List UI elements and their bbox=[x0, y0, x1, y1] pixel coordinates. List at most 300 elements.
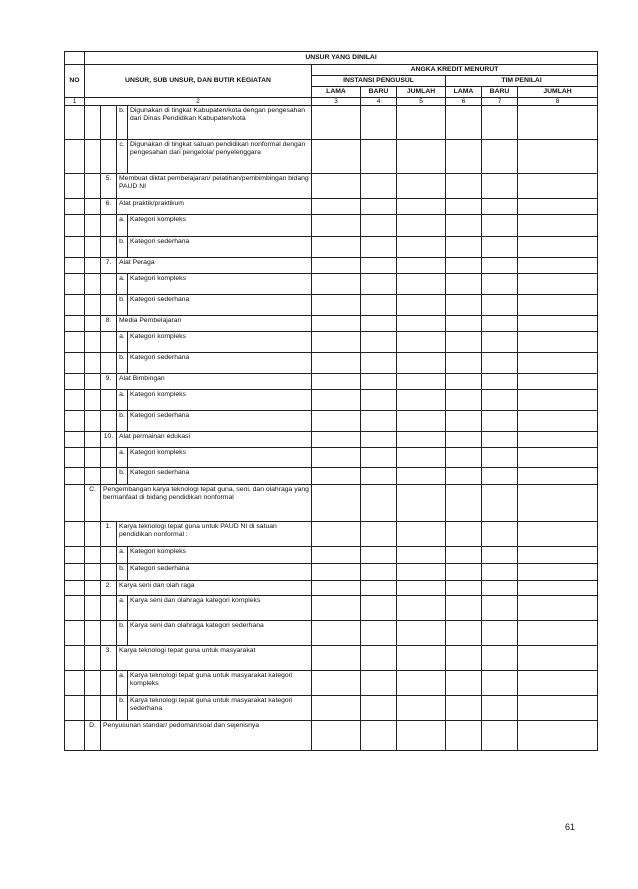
credit-cell bbox=[446, 390, 482, 411]
item-label: 5. bbox=[101, 174, 117, 199]
credit-cell bbox=[482, 485, 518, 522]
indent-cell bbox=[85, 696, 101, 721]
credit-cell bbox=[446, 564, 482, 581]
col-number: 7 bbox=[482, 98, 518, 106]
indent-cell bbox=[85, 140, 101, 174]
indent-cell bbox=[101, 411, 117, 432]
credit-cell bbox=[397, 106, 446, 140]
table-row bbox=[65, 215, 598, 237]
credit-cell bbox=[518, 332, 598, 353]
item-label: b. bbox=[117, 106, 128, 140]
credit-cell bbox=[518, 390, 598, 411]
credit-cell bbox=[446, 140, 482, 174]
credit-cell bbox=[482, 564, 518, 581]
table-row bbox=[65, 564, 598, 581]
credit-cell bbox=[397, 332, 446, 353]
credit-cell bbox=[312, 374, 361, 390]
indent-cell bbox=[85, 646, 101, 671]
item-text: Alat Peraga bbox=[117, 258, 312, 274]
credit-cell bbox=[482, 432, 518, 448]
credit-cell bbox=[482, 332, 518, 353]
credit-cell bbox=[518, 140, 598, 174]
table-row bbox=[65, 106, 598, 140]
credit-cell bbox=[397, 258, 446, 274]
indent-cell bbox=[85, 411, 101, 432]
indent-cell bbox=[101, 140, 117, 174]
col-number: 5 bbox=[397, 98, 446, 106]
item-label: 2. bbox=[101, 581, 117, 596]
no-cell bbox=[65, 448, 85, 468]
table-row bbox=[65, 468, 598, 485]
no-cell bbox=[65, 374, 85, 390]
credit-cell bbox=[312, 215, 361, 237]
credit-cell bbox=[518, 258, 598, 274]
credit-cell bbox=[482, 390, 518, 411]
no-cell bbox=[65, 295, 85, 316]
assessment-form bbox=[64, 51, 597, 751]
credit-cell bbox=[518, 581, 598, 596]
indent-cell bbox=[85, 564, 101, 581]
item-text: Karya seni dan olahraga kategori sederhana bbox=[128, 621, 312, 646]
indent-cell bbox=[101, 237, 117, 258]
credit-cell bbox=[518, 621, 598, 646]
credit-cell bbox=[446, 106, 482, 140]
item-label: a. bbox=[117, 547, 128, 564]
item-label: 3. bbox=[101, 646, 117, 671]
no-cell bbox=[65, 258, 85, 274]
no-cell bbox=[65, 646, 85, 671]
credit-cell bbox=[482, 596, 518, 621]
credit-cell bbox=[361, 374, 397, 390]
header-unsur: UNSUR, SUB UNSUR, DAN BUTIR KEGIATAN bbox=[85, 65, 312, 98]
credit-cell bbox=[312, 621, 361, 646]
credit-cell bbox=[361, 316, 397, 332]
item-text: Kategori kompleks bbox=[128, 547, 312, 564]
header-baru-2: BARU bbox=[482, 87, 518, 98]
col-number: 6 bbox=[446, 98, 482, 106]
credit-cell bbox=[482, 448, 518, 468]
item-label: 1. bbox=[101, 522, 117, 547]
credit-cell bbox=[518, 174, 598, 199]
credit-cell bbox=[361, 432, 397, 448]
credit-cell bbox=[312, 390, 361, 411]
credit-cell bbox=[397, 432, 446, 448]
credit-cell bbox=[446, 411, 482, 432]
indent-cell bbox=[85, 547, 101, 564]
credit-cell bbox=[482, 295, 518, 316]
credit-cell bbox=[482, 374, 518, 390]
credit-cell bbox=[361, 353, 397, 374]
credit-cell bbox=[312, 295, 361, 316]
credit-cell bbox=[446, 522, 482, 547]
indent-cell bbox=[85, 522, 101, 547]
credit-cell bbox=[518, 316, 598, 332]
credit-cell bbox=[397, 468, 446, 485]
credit-cell bbox=[446, 448, 482, 468]
credit-cell bbox=[397, 671, 446, 696]
credit-cell bbox=[361, 215, 397, 237]
credit-cell bbox=[397, 353, 446, 374]
item-label: b. bbox=[117, 295, 128, 316]
credit-cell bbox=[312, 646, 361, 671]
no-cell bbox=[65, 721, 85, 751]
credit-cell bbox=[446, 316, 482, 332]
credit-cell bbox=[361, 564, 397, 581]
credit-cell bbox=[518, 215, 598, 237]
credit-cell bbox=[312, 522, 361, 547]
no-cell bbox=[65, 581, 85, 596]
credit-cell bbox=[518, 374, 598, 390]
credit-cell bbox=[312, 332, 361, 353]
item-label: 6. bbox=[101, 199, 117, 215]
credit-cell bbox=[312, 468, 361, 485]
credit-cell bbox=[446, 215, 482, 237]
header-no: NO bbox=[65, 65, 85, 98]
table-row bbox=[65, 353, 598, 374]
item-text: Karya teknologi tepat guna untuk masyarakat bbox=[117, 646, 312, 671]
credit-cell bbox=[361, 140, 397, 174]
no-cell bbox=[65, 174, 85, 199]
credit-cell bbox=[518, 432, 598, 448]
credit-cell bbox=[482, 621, 518, 646]
credit-cell bbox=[397, 721, 446, 751]
table-row bbox=[65, 390, 598, 411]
item-text: Kategori sederhana bbox=[128, 411, 312, 432]
table-row bbox=[65, 671, 598, 696]
credit-cell bbox=[312, 581, 361, 596]
credit-cell bbox=[361, 411, 397, 432]
indent-cell bbox=[85, 215, 101, 237]
credit-cell bbox=[397, 374, 446, 390]
credit-cell bbox=[361, 721, 397, 751]
no-cell bbox=[65, 621, 85, 646]
no-cell bbox=[65, 671, 85, 696]
no-cell bbox=[65, 696, 85, 721]
item-text: Membuat diktat pembelajaran/ pelatihan/pembimbingan bidang PAUD NI bbox=[117, 174, 312, 199]
no-cell bbox=[65, 522, 85, 547]
credit-cell bbox=[397, 237, 446, 258]
table-row bbox=[65, 332, 598, 353]
credit-cell bbox=[361, 621, 397, 646]
item-text: Karya teknologi tepat guna untuk PAUD NI di satuan pendidikan nonformal : bbox=[117, 522, 312, 547]
credit-cell bbox=[518, 411, 598, 432]
credit-cell bbox=[361, 448, 397, 468]
credit-cell bbox=[397, 522, 446, 547]
credit-cell bbox=[446, 353, 482, 374]
table-row bbox=[65, 374, 598, 390]
credit-cell bbox=[361, 696, 397, 721]
credit-cell bbox=[482, 522, 518, 547]
no-cell bbox=[65, 353, 85, 374]
credit-cell bbox=[397, 199, 446, 215]
table-row bbox=[65, 174, 598, 199]
item-text: Pengembangan karya teknologi tepat guna, seni, dan olahraga yang bermanfaat di bidang pendidikan nonformal bbox=[101, 485, 312, 522]
credit-cell bbox=[446, 696, 482, 721]
credit-cell bbox=[312, 696, 361, 721]
main-title: UNSUR YANG DINILAI bbox=[85, 52, 598, 65]
no-cell bbox=[65, 564, 85, 581]
credit-cell bbox=[446, 596, 482, 621]
header-instansi: INSTANSI PENGUSUL bbox=[312, 76, 446, 87]
credit-cell bbox=[482, 174, 518, 199]
indent-cell bbox=[101, 332, 117, 353]
item-text: Kategori kompleks bbox=[128, 215, 312, 237]
no-cell bbox=[65, 140, 85, 174]
credit-cell bbox=[518, 596, 598, 621]
item-text: Kategori sederhana bbox=[128, 353, 312, 374]
item-text: Kategori sederhana bbox=[128, 468, 312, 485]
item-label: 10. bbox=[101, 432, 117, 448]
credit-cell bbox=[397, 174, 446, 199]
credit-cell bbox=[361, 596, 397, 621]
credit-cell bbox=[482, 547, 518, 564]
credit-cell bbox=[397, 215, 446, 237]
credit-cell bbox=[518, 468, 598, 485]
no-cell bbox=[65, 390, 85, 411]
indent-cell bbox=[101, 215, 117, 237]
credit-cell bbox=[397, 316, 446, 332]
no-cell bbox=[65, 316, 85, 332]
no-cell bbox=[65, 485, 85, 522]
credit-cell bbox=[312, 721, 361, 751]
no-cell bbox=[65, 237, 85, 258]
item-label: b. bbox=[117, 353, 128, 374]
credit-cell bbox=[446, 295, 482, 316]
indent-cell bbox=[85, 390, 101, 411]
credit-cell bbox=[361, 295, 397, 316]
item-label: a. bbox=[117, 671, 128, 696]
no-cell bbox=[65, 432, 85, 448]
indent-cell bbox=[85, 468, 101, 485]
credit-cell bbox=[312, 106, 361, 140]
item-text: Karya teknologi tepat guna untuk masyarakat kategori sederhana bbox=[128, 696, 312, 721]
credit-cell bbox=[361, 274, 397, 295]
credit-cell bbox=[482, 721, 518, 751]
credit-cell bbox=[446, 621, 482, 646]
no-cell bbox=[65, 411, 85, 432]
credit-cell bbox=[446, 671, 482, 696]
header-lama-1: LAMA bbox=[312, 87, 361, 98]
credit-cell bbox=[312, 547, 361, 564]
credit-cell bbox=[361, 390, 397, 411]
no-cell bbox=[65, 215, 85, 237]
credit-cell bbox=[518, 696, 598, 721]
credit-cell bbox=[482, 468, 518, 485]
credit-cell bbox=[446, 199, 482, 215]
credit-cell bbox=[482, 411, 518, 432]
credit-cell bbox=[361, 547, 397, 564]
credit-cell bbox=[397, 596, 446, 621]
item-label: 8. bbox=[101, 316, 117, 332]
credit-cell bbox=[446, 581, 482, 596]
item-text: Kategori kompleks bbox=[128, 332, 312, 353]
credit-cell bbox=[397, 411, 446, 432]
item-label: C. bbox=[85, 485, 101, 522]
col-number: 8 bbox=[518, 98, 598, 106]
header-angka-kredit: ANGKA KREDIT MENURUT bbox=[312, 65, 598, 76]
header-jumlah-1: JUMLAH bbox=[397, 87, 446, 98]
credit-cell bbox=[312, 432, 361, 448]
indent-cell bbox=[101, 596, 117, 621]
indent-cell bbox=[85, 448, 101, 468]
credit-cell bbox=[518, 106, 598, 140]
no-cell bbox=[65, 547, 85, 564]
credit-cell bbox=[482, 140, 518, 174]
credit-cell bbox=[312, 199, 361, 215]
indent-cell bbox=[101, 547, 117, 564]
indent-cell bbox=[101, 390, 117, 411]
indent-cell bbox=[85, 671, 101, 696]
table-row bbox=[65, 522, 598, 547]
credit-cell bbox=[446, 468, 482, 485]
table-row bbox=[65, 295, 598, 316]
credit-cell bbox=[361, 199, 397, 215]
credit-cell bbox=[312, 671, 361, 696]
indent-cell bbox=[101, 353, 117, 374]
indent-cell bbox=[101, 106, 117, 140]
indent-cell bbox=[85, 106, 101, 140]
credit-cell bbox=[482, 215, 518, 237]
table-row bbox=[65, 316, 598, 332]
credit-cell bbox=[518, 448, 598, 468]
indent-cell bbox=[101, 671, 117, 696]
indent-cell bbox=[85, 295, 101, 316]
no-cell bbox=[65, 106, 85, 140]
credit-cell bbox=[312, 411, 361, 432]
indent-cell bbox=[85, 316, 101, 332]
item-text: Kategori kompleks bbox=[128, 274, 312, 295]
indent-cell bbox=[85, 332, 101, 353]
indent-cell bbox=[85, 581, 101, 596]
item-text: Alat Bimbingan bbox=[117, 374, 312, 390]
indent-cell bbox=[85, 258, 101, 274]
item-text: Kategori sederhana bbox=[128, 237, 312, 258]
credit-cell bbox=[518, 522, 598, 547]
item-label: b. bbox=[117, 696, 128, 721]
credit-cell bbox=[518, 295, 598, 316]
table-row bbox=[65, 237, 598, 258]
item-text: Karya seni dan olah raga bbox=[117, 581, 312, 596]
indent-cell bbox=[85, 374, 101, 390]
credit-cell bbox=[397, 581, 446, 596]
credit-cell bbox=[361, 522, 397, 547]
no-cell bbox=[65, 468, 85, 485]
item-text: Alat permainan edukasi bbox=[117, 432, 312, 448]
credit-cell bbox=[361, 332, 397, 353]
indent-cell bbox=[101, 295, 117, 316]
no-cell bbox=[65, 596, 85, 621]
credit-cell bbox=[397, 547, 446, 564]
credit-cell bbox=[446, 432, 482, 448]
credit-cell bbox=[361, 468, 397, 485]
table-row bbox=[65, 448, 598, 468]
credit-cell bbox=[397, 390, 446, 411]
item-label: a. bbox=[117, 596, 128, 621]
header-lama-2: LAMA bbox=[446, 87, 482, 98]
credit-cell bbox=[397, 274, 446, 295]
item-label: a. bbox=[117, 332, 128, 353]
credit-cell bbox=[312, 258, 361, 274]
credit-cell bbox=[397, 448, 446, 468]
item-label: c. bbox=[117, 140, 128, 174]
credit-cell bbox=[312, 485, 361, 522]
indent-cell bbox=[101, 448, 117, 468]
item-text: Digunakan di tingkat Kabupaten/kota dengan pengesahan dari Dinas Pendidikan Kabupaten/kota bbox=[128, 106, 312, 140]
credit-cell bbox=[482, 581, 518, 596]
item-text: Karya teknologi tepat guna untuk masyarakat kategori kompleks bbox=[128, 671, 312, 696]
item-label: a. bbox=[117, 448, 128, 468]
item-label: b. bbox=[117, 564, 128, 581]
table-row bbox=[65, 199, 598, 215]
credit-cell bbox=[482, 316, 518, 332]
credit-cell bbox=[312, 596, 361, 621]
credit-cell bbox=[361, 106, 397, 140]
indent-cell bbox=[85, 621, 101, 646]
credit-cell bbox=[518, 237, 598, 258]
credit-cell bbox=[482, 274, 518, 295]
credit-cell bbox=[312, 316, 361, 332]
credit-cell bbox=[482, 199, 518, 215]
table-row bbox=[65, 721, 598, 751]
item-text: Karya seni dan olahraga kategori kompleks bbox=[128, 596, 312, 621]
credit-cell bbox=[518, 485, 598, 522]
indent-cell bbox=[101, 621, 117, 646]
credit-cell bbox=[397, 295, 446, 316]
credit-cell bbox=[446, 258, 482, 274]
credit-cell bbox=[361, 581, 397, 596]
indent-cell bbox=[85, 199, 101, 215]
no-cell bbox=[65, 332, 85, 353]
credit-cell bbox=[361, 258, 397, 274]
table-row bbox=[65, 432, 598, 448]
credit-cell bbox=[397, 646, 446, 671]
item-label: 7. bbox=[101, 258, 117, 274]
credit-cell bbox=[397, 140, 446, 174]
indent-cell bbox=[85, 353, 101, 374]
col-number: 4 bbox=[361, 98, 397, 106]
credit-cell bbox=[518, 274, 598, 295]
credit-cell bbox=[446, 174, 482, 199]
indent-cell bbox=[101, 468, 117, 485]
table-row bbox=[65, 581, 598, 596]
table-row bbox=[65, 596, 598, 621]
item-text: Media Pembelajaran bbox=[117, 316, 312, 332]
credit-cell bbox=[361, 646, 397, 671]
item-label: b. bbox=[117, 411, 128, 432]
item-label: 9. bbox=[101, 374, 117, 390]
credit-cell bbox=[518, 646, 598, 671]
credit-cell bbox=[312, 448, 361, 468]
header-tim: TIM PENILAI bbox=[446, 76, 598, 87]
credit-cell bbox=[361, 174, 397, 199]
credit-cell bbox=[482, 106, 518, 140]
credit-cell bbox=[361, 485, 397, 522]
col-number: 3 bbox=[312, 98, 361, 106]
credit-cell bbox=[312, 140, 361, 174]
table-row bbox=[65, 485, 598, 522]
table-row bbox=[65, 258, 598, 274]
credit-cell bbox=[361, 671, 397, 696]
item-label: a. bbox=[117, 390, 128, 411]
table-row bbox=[65, 274, 598, 295]
table-row bbox=[65, 547, 598, 564]
item-label: D. bbox=[85, 721, 101, 751]
credit-cell bbox=[518, 671, 598, 696]
indent-cell bbox=[85, 174, 101, 199]
credit-cell bbox=[518, 547, 598, 564]
credit-cell bbox=[312, 274, 361, 295]
credit-cell bbox=[397, 621, 446, 646]
